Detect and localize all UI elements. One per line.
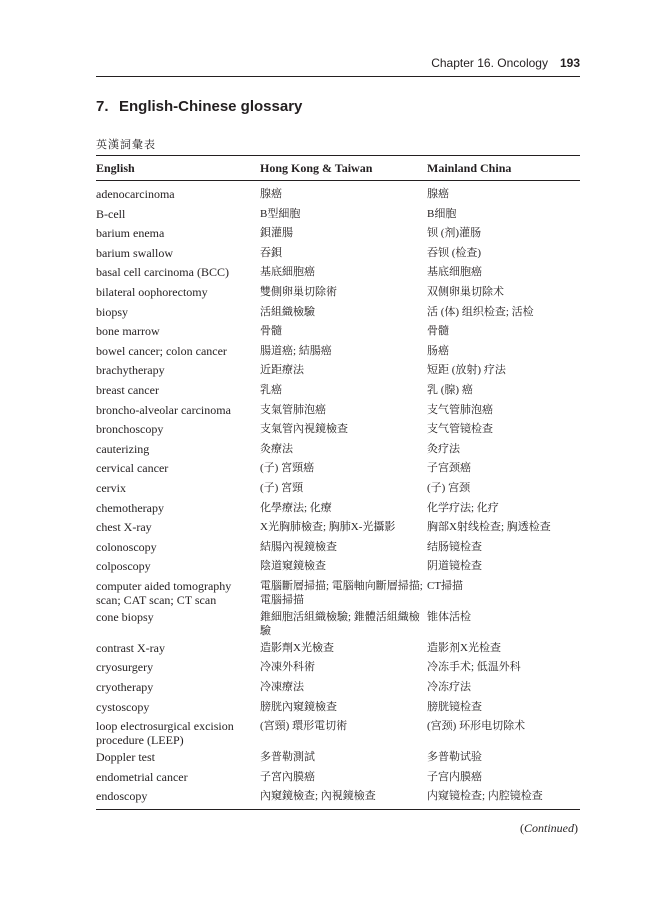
term-english: bilateral oophorectomy (96, 284, 208, 299)
table-row (96, 498, 580, 518)
table-bottom-rule (96, 809, 580, 810)
running-header (96, 56, 580, 76)
term-english: adenocarcinoma (96, 187, 175, 201)
table-row (96, 439, 580, 459)
table-row (96, 458, 580, 478)
table-row (96, 282, 580, 302)
table-row (96, 537, 580, 557)
term-english: cauterizing (96, 441, 150, 456)
term-english: cervix (96, 480, 126, 495)
continued-label: Continued (524, 821, 574, 835)
term-mainland: 短距 (放射) 疗法 (427, 364, 506, 377)
term-english: bronchoscopy (96, 422, 164, 437)
term-mainland: 结肠镜检查 (427, 540, 482, 553)
continued-note: (Continued) (520, 821, 578, 835)
term-english: contrast X-ray (96, 640, 165, 655)
term-mainland: 多普勒试验 (427, 751, 482, 764)
header-rule (96, 76, 580, 77)
table-row (96, 380, 580, 400)
chapter-title: Chapter 16. Oncology (431, 56, 548, 70)
term-english: bowel cancer; colon cancer (96, 343, 227, 358)
term-mainland: 吞钡 (检查) (427, 246, 482, 259)
term-english: endoscopy (96, 789, 148, 804)
term-hk-taiwan: 膀胱內窺鏡檢查 (260, 700, 337, 713)
term-mainland: (子) 宫颈 (427, 481, 471, 494)
table-header (96, 156, 580, 180)
term-hk-taiwan: 雙側卵巢切除術 (260, 285, 337, 298)
term-hk-taiwan: 化學療法; 化療 (260, 501, 332, 514)
term-hk-taiwan: 造影劑X光檢查 (260, 641, 334, 654)
term-mainland: 基底细胞癌 (427, 266, 482, 279)
table-row (96, 716, 580, 747)
term-mainland: 冷冻疗法 (427, 681, 471, 694)
term-hk-taiwan: 吞鋇 (260, 246, 282, 259)
term-hk-taiwan: 多普勒測試 (260, 751, 315, 764)
table-row (96, 302, 580, 322)
table-row (96, 341, 580, 361)
term-hk-taiwan: X光胸肺檢查; 胸肺X-光攝影 (260, 521, 396, 534)
term-english: cone biopsy (96, 609, 154, 624)
term-mainland: 胸部X射线检查; 胸透检查 (427, 521, 551, 534)
table-row (96, 517, 580, 537)
term-mainland: 肠癌 (427, 344, 449, 357)
term-english: colonoscopy (96, 539, 157, 554)
term-mainland: 阴道镜检查 (427, 560, 482, 573)
term-english: barium enema (96, 226, 165, 241)
column-header-mainland: Mainland China (427, 160, 512, 175)
term-mainland: 造影剂X光检查 (427, 641, 501, 654)
column-header-hk-taiwan: Hong Kong & Taiwan (260, 160, 373, 175)
term-hk-taiwan: B型細胞 (260, 207, 301, 220)
term-english: bone marrow (96, 324, 160, 339)
table-row (96, 400, 580, 420)
column-header-english: English (96, 160, 135, 175)
term-mainland: 支气管肺泡癌 (427, 403, 493, 416)
term-english: cryosurgery (96, 660, 154, 675)
table-row (96, 478, 580, 498)
section-title: English-Chinese glossary (119, 98, 303, 115)
term-mainland: 双侧卵巢切除术 (427, 285, 504, 298)
term-mainland: 灸疗法 (427, 442, 460, 455)
term-mainland: B细胞 (427, 207, 457, 220)
term-hk-taiwan: 支氣管內視鏡檢查 (260, 423, 348, 436)
term-mainland: 乳 (腺) 癌 (427, 383, 473, 396)
term-hk-taiwan: 電腦斷層掃描; 電腦軸向斷層掃描; 電腦掃描 (260, 579, 423, 606)
term-english: biopsy (96, 304, 129, 319)
term-mainland: 子宫颈癌 (427, 462, 471, 475)
term-hk-taiwan: 乳癌 (260, 383, 282, 396)
section-heading (96, 98, 302, 115)
table-row (96, 677, 580, 697)
term-english: chemotherapy (96, 500, 164, 515)
term-hk-taiwan: 陰道窺鏡檢查 (260, 560, 326, 573)
term-hk-taiwan: 腸道癌; 結腸癌 (260, 344, 332, 357)
term-english: loop electrosurgical excision procedure (LEEP) (96, 719, 234, 748)
term-english: broncho-alveolar carcinoma (96, 402, 231, 417)
glossary-table (96, 155, 580, 810)
term-mainland: 膀胱镜检查 (427, 700, 482, 713)
table-body (96, 181, 580, 806)
table-row (96, 657, 580, 677)
term-hk-taiwan: 鋇灌腸 (260, 227, 293, 240)
page-number: 193 (559, 56, 580, 70)
term-hk-taiwan: 錐細胞活組織檢驗; 錐體活組織檢驗 (260, 610, 420, 637)
term-hk-taiwan: 支氣管肺泡癌 (260, 403, 326, 416)
term-mainland: 支气管镜检查 (427, 423, 493, 436)
term-english: B-cell (96, 206, 126, 221)
term-hk-taiwan: (宮頸) 環形電切術 (260, 720, 348, 733)
term-hk-taiwan: 灸療法 (260, 442, 293, 455)
section-number: 7. (96, 98, 109, 115)
table-row (96, 223, 580, 243)
term-english: endometrial cancer (96, 769, 188, 784)
table-row (96, 184, 580, 204)
term-english: cervical cancer (96, 461, 169, 476)
table-row (96, 243, 580, 263)
table-row (96, 747, 580, 767)
term-english: cryotherapy (96, 680, 154, 695)
term-mainland: (宫颈) 环形电切除术 (427, 720, 526, 733)
term-mainland: 冷冻手术; 低温外科 (427, 661, 521, 674)
term-mainland: 腺癌 (427, 188, 449, 200)
term-hk-taiwan: 內窺鏡檢查; 內視鏡檢查 (260, 790, 376, 803)
table-row (96, 576, 580, 607)
table-row (96, 556, 580, 576)
term-hk-taiwan: 冷凍外科術 (260, 661, 315, 674)
term-english: Doppler test (96, 750, 155, 765)
table-row (96, 638, 580, 658)
term-hk-taiwan: 結腸內視鏡檢查 (260, 540, 337, 553)
term-english: breast cancer (96, 382, 159, 397)
table-row (96, 204, 580, 224)
term-hk-taiwan: 骨髓 (260, 325, 282, 338)
table-row (96, 419, 580, 439)
term-hk-taiwan: 腺癌 (260, 188, 282, 200)
term-hk-taiwan: (子) 宮頸癌 (260, 462, 315, 475)
term-hk-taiwan: 冷凍療法 (260, 681, 304, 694)
term-hk-taiwan: 活組織檢驗 (260, 305, 315, 318)
term-mainland: 内窥镜检查; 内腔镜检查 (427, 790, 543, 803)
term-hk-taiwan: 子宮內膜癌 (260, 770, 315, 783)
term-mainland: 钡 (剂)灌肠 (427, 227, 482, 240)
table-row (96, 607, 580, 638)
term-english: barium swallow (96, 245, 173, 260)
term-mainland: CT掃描 (427, 579, 464, 592)
glossary-subtitle: 英漢詞彙表 (96, 139, 156, 151)
term-mainland: 活 (体) 组织检查; 活检 (427, 305, 534, 318)
term-mainland: 子宫内膜癌 (427, 770, 482, 783)
term-english: colposcopy (96, 559, 151, 574)
table-row (96, 786, 580, 806)
term-mainland: 骨髓 (427, 325, 449, 338)
term-english: basal cell carcinoma (BCC) (96, 265, 229, 280)
term-hk-taiwan: 近距療法 (260, 364, 304, 377)
term-hk-taiwan: 基底細胞癌 (260, 266, 315, 279)
table-row (96, 767, 580, 787)
table-row (96, 360, 580, 380)
term-mainland: 锥体活检 (427, 610, 471, 623)
table-row (96, 262, 580, 282)
table-row (96, 697, 580, 717)
term-english: cystoscopy (96, 699, 150, 714)
term-mainland: 化学疗法; 化疗 (427, 501, 499, 514)
term-english: brachytherapy (96, 363, 165, 378)
table-row (96, 321, 580, 341)
term-english: chest X-ray (96, 520, 152, 535)
term-english: computer aided tomography scan; CAT scan; CT scan (96, 578, 232, 607)
term-hk-taiwan: (子) 宮頸 (260, 481, 304, 494)
